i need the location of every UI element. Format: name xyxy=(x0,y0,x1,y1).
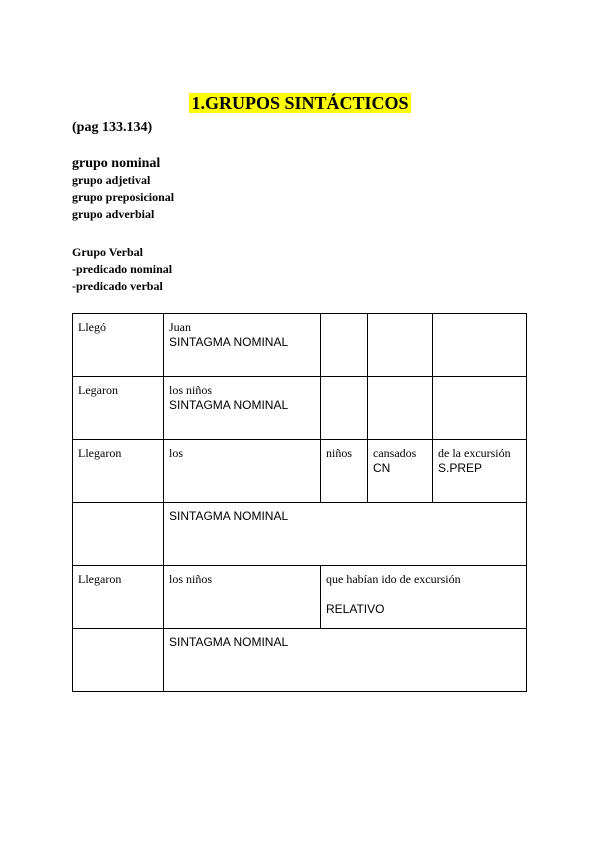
cell-word: cansados xyxy=(373,446,417,460)
page-title xyxy=(0,93,600,114)
table-cell xyxy=(433,440,527,503)
cell-label: CN xyxy=(373,461,391,475)
table-cell xyxy=(164,314,321,377)
group-list xyxy=(72,155,174,223)
group-adverbial: grupo adverbial xyxy=(72,207,155,221)
cell-word: Juan xyxy=(169,320,191,334)
cell-label: S.PREP xyxy=(438,461,483,475)
table-cell: niños xyxy=(321,440,368,503)
table-cell xyxy=(368,377,433,440)
table-cell xyxy=(321,377,368,440)
table-cell xyxy=(164,377,321,440)
group-adjetival: grupo adjetival xyxy=(72,173,151,187)
verbal-group-list xyxy=(72,244,172,295)
title-highlight: 1.GRUPOS SINTÁCTICOS xyxy=(191,93,409,113)
table-row xyxy=(73,629,527,692)
page-reference: (pag 133.134) xyxy=(72,120,153,135)
table-cell: los niños xyxy=(164,566,321,629)
cell-label: RELATIVO xyxy=(326,602,385,616)
table-cell xyxy=(368,440,433,503)
cell-word: los niños xyxy=(169,383,213,397)
table-cell: Llegaron xyxy=(73,566,164,629)
table-cell xyxy=(321,566,527,629)
table-cell xyxy=(433,314,527,377)
table-row xyxy=(73,503,527,566)
table-cell xyxy=(368,314,433,377)
cell-label: SINTAGMA NOMINAL xyxy=(169,335,289,349)
table-cell: Legaron xyxy=(73,377,164,440)
verbal-heading: Grupo Verbal xyxy=(72,245,144,259)
predicado-nominal: -predicado nominal xyxy=(72,262,173,276)
table-cell: los xyxy=(164,440,321,503)
cell-label: SINTAGMA NOMINAL xyxy=(169,398,289,412)
cell-word: que habían ido de excursión xyxy=(326,572,461,586)
cell-word: de la excursión xyxy=(438,446,511,460)
table-row xyxy=(73,440,527,503)
predicado-verbal: -predicado verbal xyxy=(72,279,163,293)
table-row xyxy=(73,566,527,629)
syntax-table xyxy=(72,313,527,692)
table-cell: SINTAGMA NOMINAL xyxy=(164,503,527,566)
table-row xyxy=(73,314,527,377)
table-row xyxy=(73,377,527,440)
table-cell: Llegaron xyxy=(73,440,164,503)
table-cell: Llegó xyxy=(73,314,164,377)
group-nominal: grupo nominal xyxy=(72,156,161,171)
table-cell xyxy=(321,314,368,377)
table-cell xyxy=(433,377,527,440)
table-cell: SINTAGMA NOMINAL xyxy=(164,629,527,692)
group-preposicional: grupo preposicional xyxy=(72,190,175,204)
table-cell xyxy=(73,503,164,566)
table-cell xyxy=(73,629,164,692)
